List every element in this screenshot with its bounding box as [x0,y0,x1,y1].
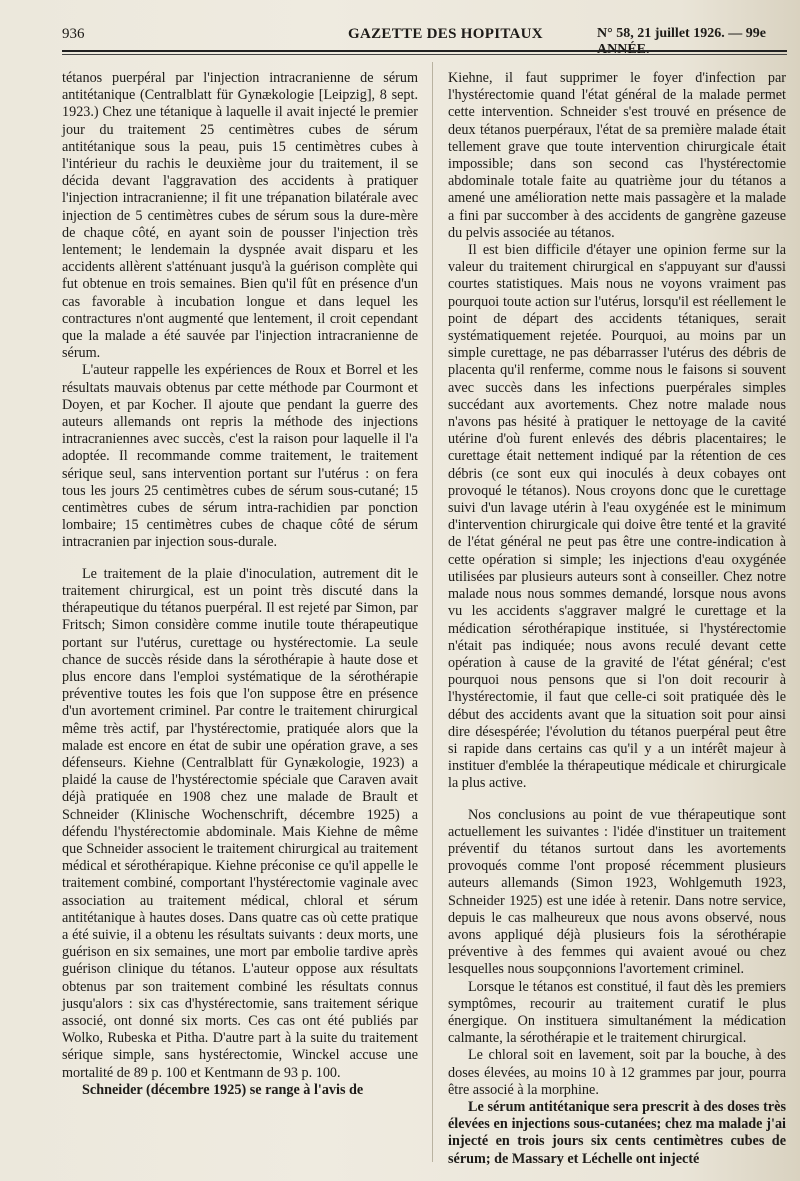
paragraph: Lorsque le tétanos est constitué, il faut dès les premiers symptômes, recourir au traitement curatif le plus énergique. On instituera simultanément la médication calmante, la sérothérapie et le traitement chirurgical. [448,978,786,1047]
paragraph: tétanos puerpéral par l'injection intracranienne de sérum antitétanique (Centralblatt für Gynækologie [Leipzig], 8 sept. 1923.) Chez une tétanique à laquelle il avait injecté le premier jour du traitement 25 centimètres cubes de sérum antitétanique sous la peau, puis 15 centimètres cubes à l'intérieur du rachis le deuxième jour du traitement, il se décida devant l'aggravation des accidents à pratiquer l'injection intracranienne; il fit une trépanation bilatérale avec injection de 5 centimètres cubes de sérum sous la dure-mère de chaque côté, en ayant soin de pousser l'injection très lentement; le lendemain la dyspnée avait disparu et les accidents allèrent s'atténuant jusqu'à la guérison complète qui fut obtenue en trois semaines. Bien qu'il fût en présence d'un cas favorable à incubation longue et dans lequel les contractures n'ont augmenté que lentement, il croit cependant que la malade a été sauvée par l'injection intracranienne de sérum. [62,70,418,362]
journal-title: GAZETTE DES HOPITAUX [348,26,543,42]
page-header [62,26,787,57]
header-rule [62,50,787,52]
left-column [62,70,418,1099]
paragraph: Le sérum antitétanique sera prescrit à des doses très élevées en injections sous-cutanées; chez ma malade j'ai injecté en trois jours six cents centimètres cubes de sérum; de Massary et Léchelle ont injecté [448,1098,786,1167]
paragraph: Nos conclusions au point de vue thérapeutique sont actuellement les suivantes : l'idée d'instituer un traitement préventif du tétanos surtout dans les avortements provoqués comme l'ont proposé récemment plusieurs auteurs allemands (Simon 1923, Wohlgemuth 1923, Schneider 1925) est une idée à retenir. Dans notre service, depuis le cas malheureux que nous avons observé, nous avons appliqué déjà plusieurs fois la sérothérapie préventive à des femmes qui avaient avoué ou chez lesquelles nous soupçonnions l'avortement criminel. [448,806,786,978]
paragraph: Le traitement de la plaie d'inoculation, autrement dit le traitement chirurgical, est un point très discuté dans la thérapeutique du tétanos puerpéral. Il est rejeté par Simon, par Fritsch; Simon considère comme inutile toute thérapeutique portant sur l'utérus, curettage ou hystérectomie. La seule chance de succès réside dans la sérothérapie à haute dose et plus encore dans l'emploi systématique de la sérothérapie préventive toutes les fois que l'on suppose être en présence d'un avortement criminel. Par contre le traitement chirurgical même très actif, par l'hystérectomie, pratiquée alors que la malade est encore en état de subir une opération grave, a ses défenseurs. Kiehne (Centralblatt für Gynækologie, 1923) a plaidé la cause de l'hystérectomie spéciale que Caraven avait déjà pratiquée en 1908 chez une malade de Brault et Schneider (Klinische Wochenschrift, décembre 1925) a défendu l'hystérectomie abdominale. Mais Kiehne de même que Schneider associent le traitement chirurgical au traitement médical et sérothérapique. Kiehne préconise ce qu'il appelle le traitement combiné, comportant l'hystérectomie vaginale avec association au traitement médical, chloral et sérum antitétanique à hautes doses. Dans quatre cas où cette pratique a été suivie, il a obtenu les résultats suivants : deux morts, une guérison en six semaines, une mort par embolie tardive après guérison clinique du tétanos. L'auteur oppose aux résultats obtenus par son traitement combiné les résultats connus jusqu'alors : six cas d'hystérectomie, sans traitement sérique associé, ont donné six morts. Ces cas ont été publiés par Wolko, Rubeska et Pitha. D'autre part à la suite du traitement sérique simple, sans hystérectomie, Winckel accuse une mortalité de 89 p. 100 et Kentmann de 93 p. 100. [62,565,418,1081]
paragraph: Le chloral soit en lavement, soit par la bouche, à des doses élevées, au moins 10 à 12 grammes par jour, pourra être associé à la morphine. [448,1047,786,1098]
header-rule-thin [62,54,787,55]
paragraph: Schneider (décembre 1925) se range à l'avis de [82,1081,364,1098]
paragraph: Kiehne, il faut supprimer le foyer d'infection par l'hystérectomie quand l'état général de la malade permet cette intervention. Schneider s'est trouvé en présence de deux tétanos puerpéraux, l'état de sa première malade était tellement grave que toute intervention chirurgicale était impossible; dans son second cas l'hystérectomie abdominale totale faite au quatrième jour du tétanos a amené une amélioration nette mais passagère et la malade a fini par succomber à des accidents de gangrène gazeuse du pelvis associée au tétanos. [448,70,786,241]
paragraph: L'auteur rappelle les expériences de Roux et Borrel et les résultats mauvais obtenus par cette méthode par Courmont et Doyen, et par Kocher. Il ajoute que pendant la guerre des auteurs allemands ont repris la méthode des injections intracraniennes avec succès, c'est la raison pour laquelle il l'a adoptée. Il recommande comme traitement, le traitement sérique seul, sans intervention portant sur l'utérus : on fera tous les jours 25 centimètres cubes de sérum sous-cutané; 15 centimètres cubes de sérum intra-rachidien par ponction lombaire; 15 centimètres cubes de chaque côté de sérum intracranien par injection sous-durale. [62,362,418,551]
column-divider [432,62,433,1162]
issue-info: N° 58, 21 juillet 1926. — 99e ANNÉE. [597,26,766,57]
page-number: 936 [62,26,85,42]
right-column [448,70,786,1168]
paragraph: Il est bien difficile d'étayer une opinion ferme sur la valeur du traitement chirurgical en s'appuyant sur d'aussi courtes statistiques. Mais nous ne voyons vraiment pas pourquoi toute action sur l'utérus, lorsqu'il est réellement le point de départ des accidents tétaniques, serait systématiquement rejetée. Pourquoi, au moins par un simple curettage, ne pas débarrasser l'utérus des débris de placenta qu'il renferme, comme nous le faisons si souvent avec succès dans les infections puerpérales simples succédant aux avortements. Chez notre malade nous n'avons pas hésité à pratiquer le nettoyage de la cavité utérine d'où furent enlevés des débris placentaires; le curettage était nettement indiqué par la rétention de ces débris (ce sont eux qui inoculés à deux cobayes ont provoqué le tétanos). Nous croyons donc que le curettage suivi d'un lavage utérin à l'eau oxygénée est le minimum d'intervention chirurgicale qui doive être tenté et la gravité de l'état général ne peut pas être une contre-indication à cette opération si simple; les injections d'eau oxygénée utilisées par plusieurs auteurs sont à conseiller. Chez notre malade nous nous sommes demandé, lorsque nous avons vu les accidents s'aggraver malgré le curettage et la médication sérothérapique instituée, si l'hystérectomie n'était pas indiquée; nous avons reculé devant cette opération à cause de la gravité de l'état général; c'est pourquoi nous pensons que si l'on doit recourir à l'hystérectomie, il faut que celle-ci soit pratiquée dès le début des accidents avant que la situation soit pour ainsi dire désespérée; l'évolution du tétanos puerpéral peut être si rapide dans certains cas qu'il y a un intérêt majeur à instituer d'emblée la thérapeutique médicale et chirurgicale la plus active. [448,242,786,792]
